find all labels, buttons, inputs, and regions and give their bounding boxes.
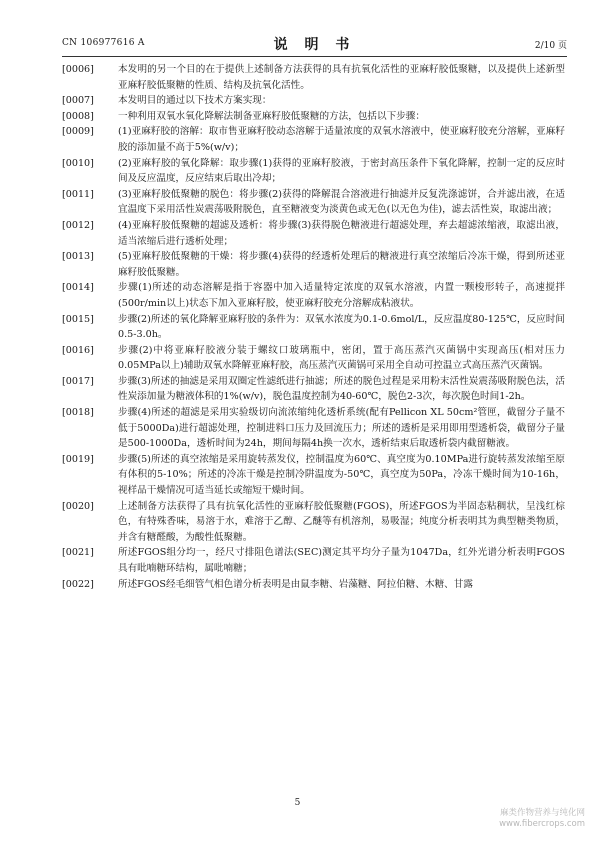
- paragraph-text: 步骤(3)所述的抽滤是采用双圈定性滤纸进行抽滤；所述的脱色过程是采用粉末活性炭震荡吸附脱色法，活性炭添加量为糖液体积的1%(w/v)，脱色温度控制为40-60℃，脱色2-3次，每次脱色时间1-2h。: [118, 375, 565, 403]
- paragraph-text: (1)亚麻籽胶的溶解：取市售亚麻籽胶动态溶解于适量浓度的双氧水溶液中，使亚麻籽胶充分溶解，亚麻籽胶的添加量不高于5%(w/v)；: [118, 126, 565, 153]
- paragraph-text: 上述制备方法获得了具有抗氧化活性的亚麻籽胶低聚糖(FGOS)，所述FGOS为半固态粘稠状，呈浅红棕色，有特殊香味，易溶于水，难溶于乙醇、乙醚等有机溶剂，易吸湿；纯度分析表明其为典型糖类物质，并含有糖醛酸，为酸性低聚糖。: [118, 500, 565, 543]
- paragraph-number: [0022]: [62, 578, 94, 590]
- paragraph: [62, 62, 565, 93]
- paragraph: [62, 499, 565, 546]
- paragraph-text: 所述FGOS组分均一，经尺寸排阻色谱法(SEC)测定其平均分子量为1047Da，红外光谱分析表明FGOS具有吡喃糖环结构，属吡喃糖；: [118, 547, 565, 574]
- paragraph-text: 一种利用双氧水氧化降解法制备亚麻籽胶低聚糖的方法，包括以下步骤：: [118, 110, 425, 122]
- paragraph-number: [0007]: [62, 95, 94, 107]
- paragraph-text: (3)亚麻籽胶低聚糖的脱色：将步骤(2)获得的降解混合溶液进行抽滤并反复洗涤滤饼，合并滤出液，在适宜温度下采用活性炭震荡吸附脱色，直至糖液变为淡黄色或无色(以无色为佳)，滤去活性炭，取滤出液；: [118, 188, 565, 216]
- document-number: CN 106977616 A: [62, 38, 145, 48]
- paragraph: [62, 343, 565, 374]
- paragraph-text: 本发明目的通过以下技术方案实现：: [118, 95, 272, 107]
- paragraph-number: [0011]: [62, 188, 94, 200]
- paragraph-number: [0012]: [62, 219, 94, 231]
- paragraph-number: [0018]: [62, 407, 94, 419]
- paragraph: [62, 156, 565, 187]
- paragraph: [62, 545, 565, 576]
- document-title: 说 明 书: [273, 37, 356, 53]
- paragraph: [62, 577, 565, 593]
- page-number: 5: [294, 798, 301, 808]
- paragraph-number: [0010]: [62, 157, 94, 169]
- paragraph: [62, 249, 565, 280]
- paragraph: [62, 218, 565, 249]
- paragraph: [62, 374, 565, 405]
- paragraph: [62, 312, 565, 343]
- paragraph-text: 步骤(2)中将亚麻籽胶液分装于螺纹口玻璃瓶中，密闭，置于高压蒸汽灭菌锅中实现高压(相对压力0.05MPa以上)辅助双氧水降解亚麻籽胶，高压蒸汽灭菌锅可采用全自动可控温立式高压蒸汽灭菌锅。: [118, 344, 565, 372]
- paragraph: [62, 93, 565, 109]
- paragraph-number: [0014]: [62, 282, 94, 294]
- paragraph: [62, 124, 565, 155]
- paragraph: [62, 452, 565, 499]
- paragraph-text: 步骤(4)所述的超滤是采用实验级切向流浓缩纯化透析系统(配有Pellicon XL 50cm²管匣，截留分子量不低于5000Da)进行超滤处理，控制进料口压力及回流压力；所述的透析是采用即用型透析袋，截留分子量是500-1000Da，透析时间为24h，期间每隔4h换一次水，透析结束后取透析袋内截留糖液。: [118, 407, 565, 450]
- paragraph-text: (2)亚麻籽胶的氧化降解：取步骤(1)获得的亚麻籽胶液，于密封高压条件下氧化降解，控制一定的反应时间及反应温度，反应结束后取出冷却；: [118, 157, 565, 185]
- document-body: [62, 62, 565, 592]
- watermark-name: 麻类作物营养与纯化网: [499, 808, 585, 818]
- paragraph-number: [0006]: [62, 64, 94, 75]
- paragraph-number: [0017]: [62, 375, 94, 387]
- paragraph-text: 所述FGOS经毛细管气相色谱分析表明是由鼠李糖、岩藻糖、阿拉伯糖、木糖、甘露: [118, 578, 473, 590]
- page-header: [62, 34, 567, 54]
- paragraph-number: [0015]: [62, 313, 94, 325]
- page-indicator: 2/10 页: [534, 41, 567, 51]
- watermark: [499, 808, 585, 830]
- paragraph-text: (4)亚麻籽胶低聚糖的超滤及透析：将步骤(3)获得脱色糖液进行超滤处理，弃去超滤浓缩液，取滤出液，适当浓缩后进行透析处理；: [118, 219, 565, 247]
- paragraph-text: 步骤(1)所述的动态溶解是指于容器中加入适量特定浓度的双氧水溶液，内置一颗梭形转子，高速搅拌(500r/min以上)状态下加入亚麻籽胶，使亚麻籽胶充分溶解成粘液状。: [118, 282, 565, 309]
- paragraph-text: (5)亚麻籽胶低聚糖的干燥：将步骤(4)获得的经透析处理后的糖液进行真空浓缩后冷冻干燥，得到所述亚麻籽胶低聚糖。: [118, 251, 565, 278]
- paragraph: [62, 280, 565, 311]
- header-rule: [62, 56, 567, 57]
- paragraph: [62, 187, 565, 218]
- paragraph-number: [0020]: [62, 500, 94, 512]
- paragraph-number: [0009]: [62, 126, 94, 138]
- paragraph-number: [0016]: [62, 344, 94, 356]
- paragraph: [62, 109, 565, 125]
- watermark-url: www.fibercrops.com: [499, 819, 585, 829]
- paragraph-number: [0019]: [62, 453, 94, 465]
- paragraph-number: [0021]: [62, 547, 94, 559]
- paragraph-text: 本发明的另一个目的在于提供上述制备方法获得的具有抗氧化活性的亚麻籽胶低聚糖，以及提供上述新型亚麻籽胶低聚糖的性质、结构及抗氧化活性。: [118, 64, 565, 91]
- paragraph: [62, 405, 565, 452]
- paragraph-text: 步骤(5)所述的真空浓缩是采用旋转蒸发仪，控制温度为60℃、真空度为0.10MPa进行旋转蒸发浓缩至原有体积的5-10%；所述的冷冻干燥是控制冷阱温度为-50℃，真空度为50Pa，冷冻干燥时间为10-16h，视样品干燥情况可适当延长或缩短干燥时间。: [118, 453, 565, 497]
- paragraph-text: 步骤(2)所述的氧化降解亚麻籽胶的条件为：双氧水浓度为0.1-0.6mol/L，反应温度80-125℃，反应时间0.5-3.0h。: [118, 313, 565, 341]
- paragraph-number: [0013]: [62, 251, 94, 263]
- paragraph-number: [0008]: [62, 110, 94, 122]
